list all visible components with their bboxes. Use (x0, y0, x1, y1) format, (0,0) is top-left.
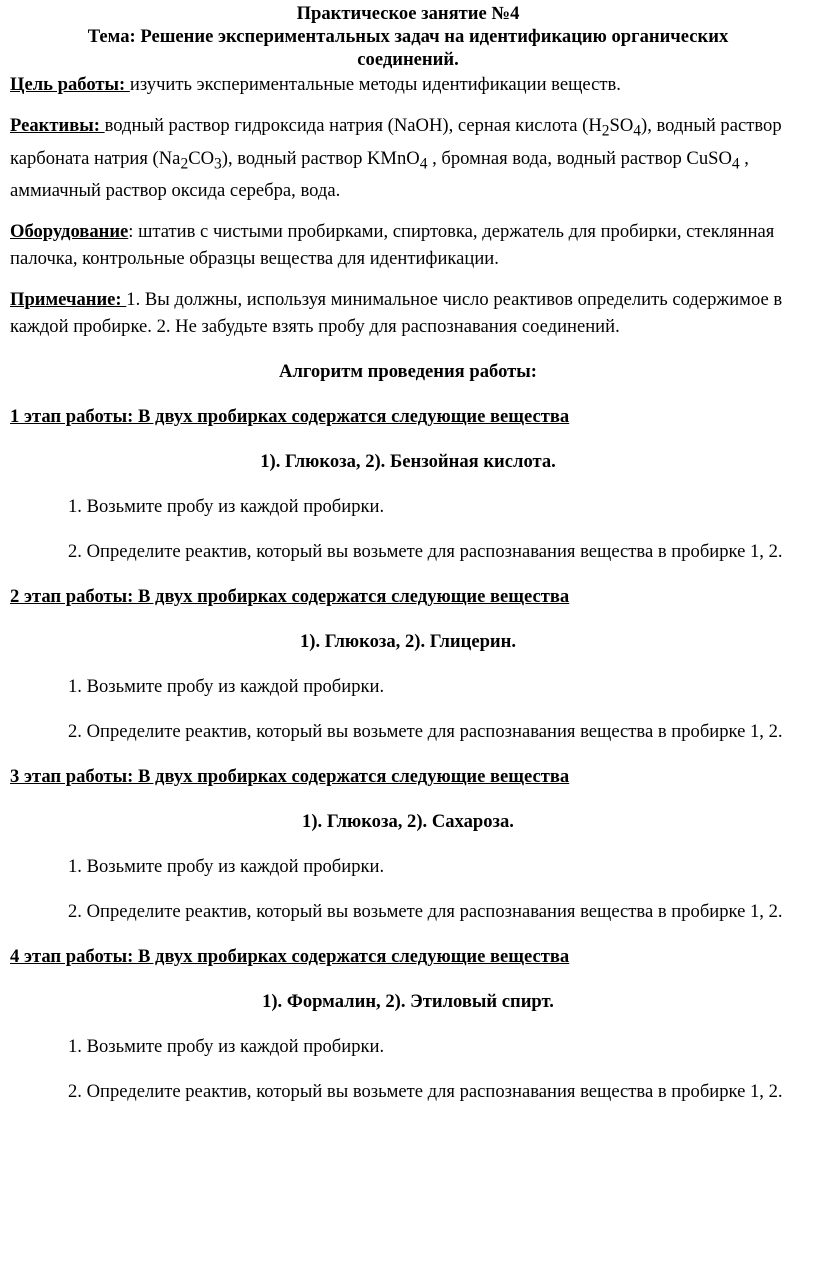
subscript: 3 (214, 155, 222, 173)
stages-list (10, 385, 806, 1105)
note-text: 1. Вы должны, используя минимальное число реактивов определить содержимое в каждой пробирке. 2. Не забудьте взять пробу для распознавания соединений. (10, 289, 783, 338)
stage-step-2: 2. Определите реактив, который вы возьмете для распознавания вещества в пробирке 1, 2. (68, 721, 783, 743)
stage-step-2: 2. Определите реактив, который вы возьмете для распознавания вещества в пробирке 1, 2. (68, 541, 783, 563)
subscript: 2 (601, 122, 610, 140)
stage-title: 4 этап работы: В двух пробирках содержатся следующие вещества (10, 946, 570, 968)
goal-paragraph (10, 71, 806, 98)
equipment-label: Оборудование (10, 221, 129, 243)
page-title: Практическое занятие №4 (296, 3, 520, 24)
stage-block (10, 565, 806, 745)
stage-substances: 1). Формалин, 2). Этиловый спирт. (262, 991, 554, 1013)
stage-substances: 1). Глюкоза, 2). Бензойная кислота. (260, 451, 556, 473)
reagents-text: водный раствор гидроксида натрия (NaOH), серная кислота (H (104, 115, 602, 136)
algorithm-heading: Алгоритм проведения работы: (279, 361, 537, 383)
reagents-text: CO (188, 147, 215, 169)
stage-step-1: 1. Возьмите пробу из каждой пробирки. (68, 676, 385, 698)
goal-label: Цель работы: (10, 74, 130, 95)
stage-step-2: 2. Определите реактив, который вы возьмете для распознавания вещества в пробирке 1, 2. (68, 901, 783, 923)
goal-text: изучить экспериментальные методы идентификации веществ. (129, 74, 621, 95)
reagents-text: SO (609, 115, 634, 136)
subscript: 4 (633, 122, 642, 140)
reagents-text: , аммиачный раствор оксида серебра, вода. (10, 147, 749, 202)
reagents-paragraph (10, 112, 806, 204)
stage-substances: 1). Глюкоза, 2). Глицерин. (299, 631, 517, 653)
reagents-text: ), водный раствор KMnO (221, 147, 420, 169)
stage-step-1: 1. Возьмите пробу из каждой пробирки. (68, 856, 385, 878)
stage-step-1: 1. Возьмите пробу из каждой пробирки. (68, 1036, 385, 1058)
reagents-text: , бромная вода, водный раствор CuSO (427, 147, 732, 169)
stage-step-1: 1. Возьмите пробу из каждой пробирки. (68, 496, 385, 518)
note-paragraph (10, 286, 806, 340)
equipment-text: : штатив с чистыми пробирками, спиртовка, держатель для пробирки, стеклянная палочка, контрольные образцы вещества для идентификации. (10, 221, 775, 270)
subscript: 4 (419, 155, 428, 173)
equipment-paragraph (10, 218, 806, 272)
stage-title: 1 этап работы: В двух пробирках содержатся следующие вещества (10, 406, 570, 428)
stage-title: 2 этап работы: В двух пробирках содержатся следующие вещества (10, 586, 570, 608)
stage-title: 3 этап работы: В двух пробирках содержатся следующие вещества (10, 766, 570, 788)
stage-substances: 1). Глюкоза, 2). Сахароза. (302, 811, 514, 833)
reagents-label: Реактивы: (10, 115, 105, 136)
subscript: 4 (731, 155, 740, 173)
topic-heading: Тема: Решение экспериментальных задач на идентификацию органических соединений. (87, 26, 729, 70)
stage-block (10, 745, 806, 925)
stage-step-2: 2. Определите реактив, который вы возьмете для распознавания вещества в пробирке 1, 2. (68, 1081, 783, 1103)
stage-block (10, 385, 806, 565)
note-label: Примечание: (10, 289, 127, 311)
subscript: 2 (180, 155, 189, 173)
stage-block (10, 925, 806, 1105)
reagents-text: ), водный раствор карбоната натрия (Na (10, 115, 782, 169)
